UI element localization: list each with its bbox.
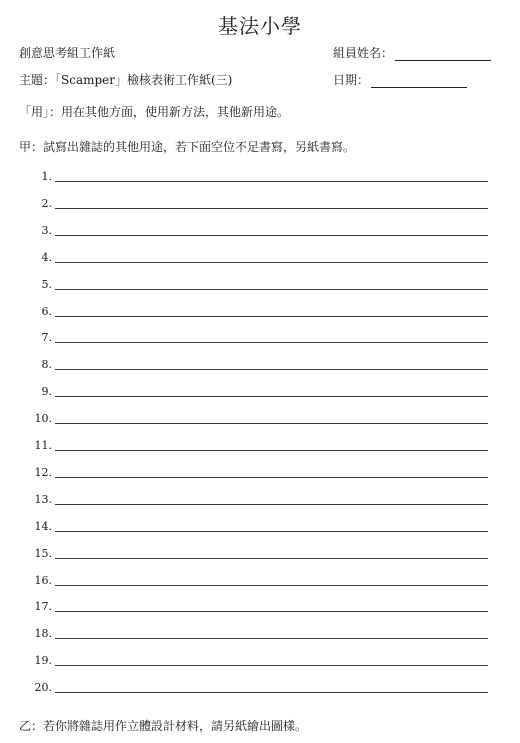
part-b-instruction: 乙：若你將雜誌用作立體設計材料，請另紙繪出圖樣。 — [19, 719, 308, 733]
answer-line[interactable] — [0, 439, 520, 455]
line-number: 11. — [34, 439, 52, 452]
answer-rule[interactable] — [55, 692, 488, 693]
line-number: 3. — [41, 223, 52, 237]
worksheet-subtitle: 創意思考組工作紙 — [19, 46, 116, 60]
line-number: 16. — [34, 573, 52, 587]
answer-rule[interactable] — [55, 396, 488, 397]
line-number: 9. — [41, 385, 52, 399]
line-number: 7. — [41, 331, 52, 345]
line-number: 13. — [34, 492, 52, 506]
answer-line[interactable] — [0, 654, 520, 670]
line-number: 6. — [41, 304, 52, 318]
answer-rule[interactable] — [55, 504, 488, 505]
answer-line[interactable] — [0, 251, 520, 267]
date-blank[interactable] — [371, 75, 467, 88]
line-number: 5. — [41, 277, 52, 291]
line-number: 19. — [34, 654, 52, 668]
definition-text: 「用」：用在其他方面，使用新方法，其他新用途。 — [19, 105, 290, 119]
answer-line[interactable] — [0, 305, 520, 321]
answer-line[interactable] — [0, 466, 520, 482]
answer-rule[interactable] — [55, 208, 488, 209]
answer-line[interactable] — [0, 278, 520, 294]
answer-rule[interactable] — [55, 262, 488, 263]
part-a-instruction: 甲：試寫出雜誌的其他用途，若下面空位不足書寫，另紙書寫。 — [19, 140, 356, 154]
line-number: 18. — [34, 627, 52, 641]
answer-line[interactable] — [0, 170, 520, 186]
answer-rule[interactable] — [55, 181, 488, 182]
topic-line: 主題：「Scamper」檢核表術工作紙(三) — [19, 73, 233, 87]
answer-rule[interactable] — [55, 585, 488, 586]
answer-line[interactable] — [0, 385, 520, 401]
answer-rule[interactable] — [55, 235, 488, 236]
name-field[interactable] — [333, 44, 491, 61]
name-label: 組員姓名： — [333, 46, 394, 60]
line-number: 12. — [34, 465, 52, 479]
name-blank[interactable] — [395, 48, 491, 61]
line-number: 14. — [34, 519, 52, 533]
answer-line[interactable] — [0, 224, 520, 240]
line-number: 17. — [34, 600, 52, 614]
answer-rule[interactable] — [55, 369, 488, 370]
answer-rule[interactable] — [55, 342, 488, 343]
answer-line[interactable] — [0, 520, 520, 536]
answer-line[interactable] — [0, 547, 520, 563]
answer-rule[interactable] — [55, 316, 488, 317]
answer-rule[interactable] — [55, 531, 488, 532]
answer-line[interactable] — [0, 197, 520, 213]
line-number: 20. — [34, 681, 52, 695]
answer-line[interactable] — [0, 627, 520, 643]
answer-line[interactable] — [0, 493, 520, 509]
line-number: 4. — [41, 250, 52, 264]
answer-line[interactable] — [0, 681, 520, 697]
line-number: 8. — [41, 358, 52, 372]
date-label: 日期： — [333, 73, 370, 87]
answer-rule[interactable] — [55, 665, 488, 666]
line-number: 1. — [41, 170, 52, 183]
answer-rule[interactable] — [55, 611, 488, 612]
line-number: 15. — [34, 546, 52, 560]
answer-rule[interactable] — [55, 477, 488, 478]
answer-rule[interactable] — [55, 558, 488, 559]
answer-rule[interactable] — [55, 289, 488, 290]
line-number: 10. — [34, 412, 52, 426]
answer-rule[interactable] — [55, 450, 488, 451]
answer-rule[interactable] — [55, 423, 488, 424]
answer-line[interactable] — [0, 412, 520, 428]
date-field[interactable] — [333, 71, 467, 88]
answer-line[interactable] — [0, 358, 520, 374]
page-title: 基法小學 — [218, 14, 302, 38]
answer-line[interactable] — [0, 331, 520, 347]
answer-line[interactable] — [0, 600, 520, 616]
answer-line[interactable] — [0, 574, 520, 590]
line-number: 2. — [41, 196, 52, 210]
answer-rule[interactable] — [55, 638, 488, 639]
